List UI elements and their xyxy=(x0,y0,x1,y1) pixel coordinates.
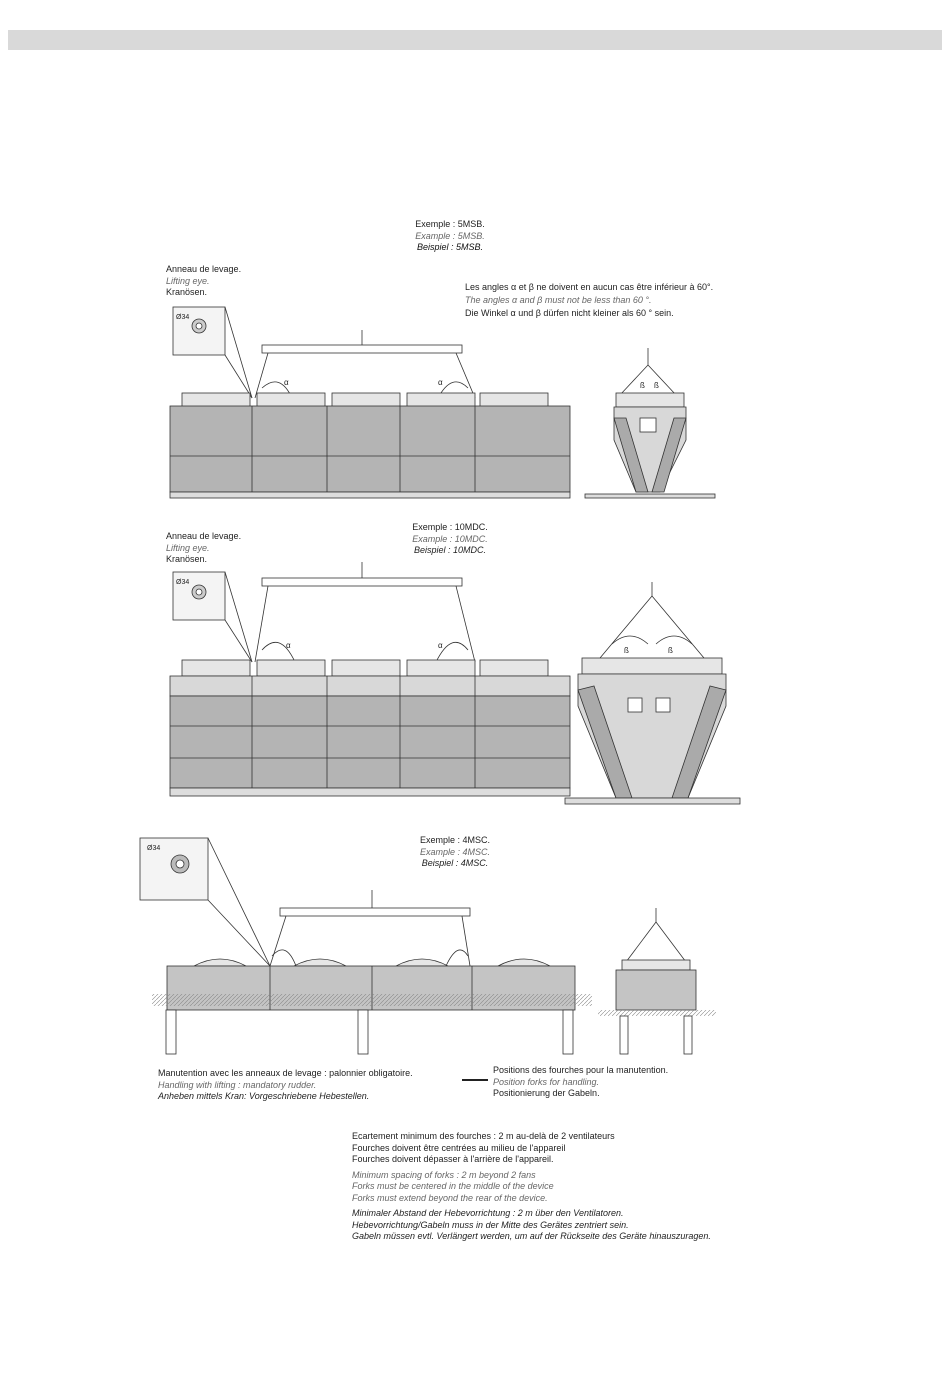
handling-de: Anheben mittels Kran: Vorgeschriebene Hebestellen. xyxy=(158,1091,370,1101)
lifting-eye-en: Lifting eye. xyxy=(166,275,210,286)
angle-beta-2b: ß xyxy=(668,646,673,655)
forks-legend-de: Positionierung der Gabeln. xyxy=(493,1088,600,1098)
angle-alpha-1a: α xyxy=(284,378,289,387)
forks-de-line: Minimaler Abstand der Hebevorrichtung : 2 m über den Ventilatoren. xyxy=(352,1208,624,1218)
forks-en-line: Forks must extend beyond the rear of the device. xyxy=(352,1192,548,1203)
angle-beta-2a: ß xyxy=(624,646,629,655)
forks-instructions xyxy=(352,1131,711,1243)
diameter-label-2: Ø34 xyxy=(176,579,190,586)
example-3-de: Beispiel : 4MSC. xyxy=(421,858,489,868)
forks-en-line: Forks must be centered in the middle of the device xyxy=(352,1181,554,1191)
forks-fr-line: Ecartement minimum des fourches : 2 m au-delà de 2 ventilateurs xyxy=(352,1131,615,1141)
example-2-en: Example : 10MDC. xyxy=(412,533,488,544)
lifting-eye-en: Lifting eye. xyxy=(166,542,210,553)
forks-de-line: Hebevorrichtung/Gabeln muss in der Mitte des Gerätes zentriert sein. xyxy=(352,1219,629,1230)
forks-fr-block xyxy=(352,1131,711,1166)
angle-alpha-2a: α xyxy=(286,641,291,650)
example-3-end-view xyxy=(598,908,716,1054)
lifting-eye-de: Kranösen. xyxy=(166,287,208,297)
example-3-en: Example : 4MSC. xyxy=(419,846,491,857)
forks-de-line: Gabeln müssen evtl. Verlängert werden, um auf der Rückseite des Geräte hinauszuragen. xyxy=(352,1231,711,1241)
forks-legend-fr: Positions des fourches pour la manutention. xyxy=(493,1065,669,1075)
angle-alpha-2b: α xyxy=(438,641,443,650)
example-2-end-view xyxy=(565,582,740,804)
angle-alpha-1b: α xyxy=(438,378,443,387)
example-2-side-view xyxy=(170,562,570,796)
angles-note-fr: Les angles α et β ne doivent en aucun cas être inférieur à 60°. xyxy=(465,282,714,292)
angle-beta-1b: ß xyxy=(654,381,659,390)
forks-legend xyxy=(493,1065,668,1100)
forks-fr-line: Fourches doivent être centrées au milieu de l'appareil xyxy=(352,1142,566,1153)
lifting-eye-de: Kranösen. xyxy=(166,554,208,564)
angles-note-en: The angles α and β must not be less than 60 °. xyxy=(465,295,652,305)
forks-en-line: Minimum spacing of forks : 2 m beyond 2 fans xyxy=(352,1169,536,1180)
example-1-end-view xyxy=(585,348,715,498)
example-1-de: Beispiel : 5MSB. xyxy=(416,242,484,252)
lifting-eye-fr: Anneau de levage. xyxy=(166,531,242,541)
example-2-de: Beispiel : 10MDC. xyxy=(413,545,487,555)
forks-legend-en: Position forks for handling. xyxy=(493,1076,600,1087)
handling-note xyxy=(158,1068,413,1103)
diameter-label-1: Ø34 xyxy=(176,314,190,321)
forks-fr-line: Fourches doivent dépasser à l'arrière de l'appareil. xyxy=(352,1154,554,1164)
angles-note-de: Die Winkel α und β dürfen nicht kleiner als 60 ° sein. xyxy=(465,308,674,318)
handling-fr: Manutention avec les anneaux de levage : palonnier obligatoire. xyxy=(158,1068,413,1078)
example-2-fr: Exemple : 10MDC. xyxy=(412,522,488,532)
diameter-label-3: Ø34 xyxy=(147,845,161,852)
forks-de-block xyxy=(352,1208,711,1243)
example-1-fr: Exemple : 5MSB. xyxy=(415,219,485,229)
lifting-eye-fr: Anneau de levage. xyxy=(166,264,242,274)
angle-beta-1a: ß xyxy=(640,381,645,390)
example-1-side-view xyxy=(170,307,570,498)
forks-en-block xyxy=(352,1170,711,1205)
example-3-fr: Exemple : 4MSC. xyxy=(419,835,491,845)
handling-en: Handling with lifting : mandatory rudder. xyxy=(158,1079,317,1090)
example-3-side-view xyxy=(140,838,592,1054)
example-1-en: Example : 5MSB. xyxy=(415,230,485,241)
